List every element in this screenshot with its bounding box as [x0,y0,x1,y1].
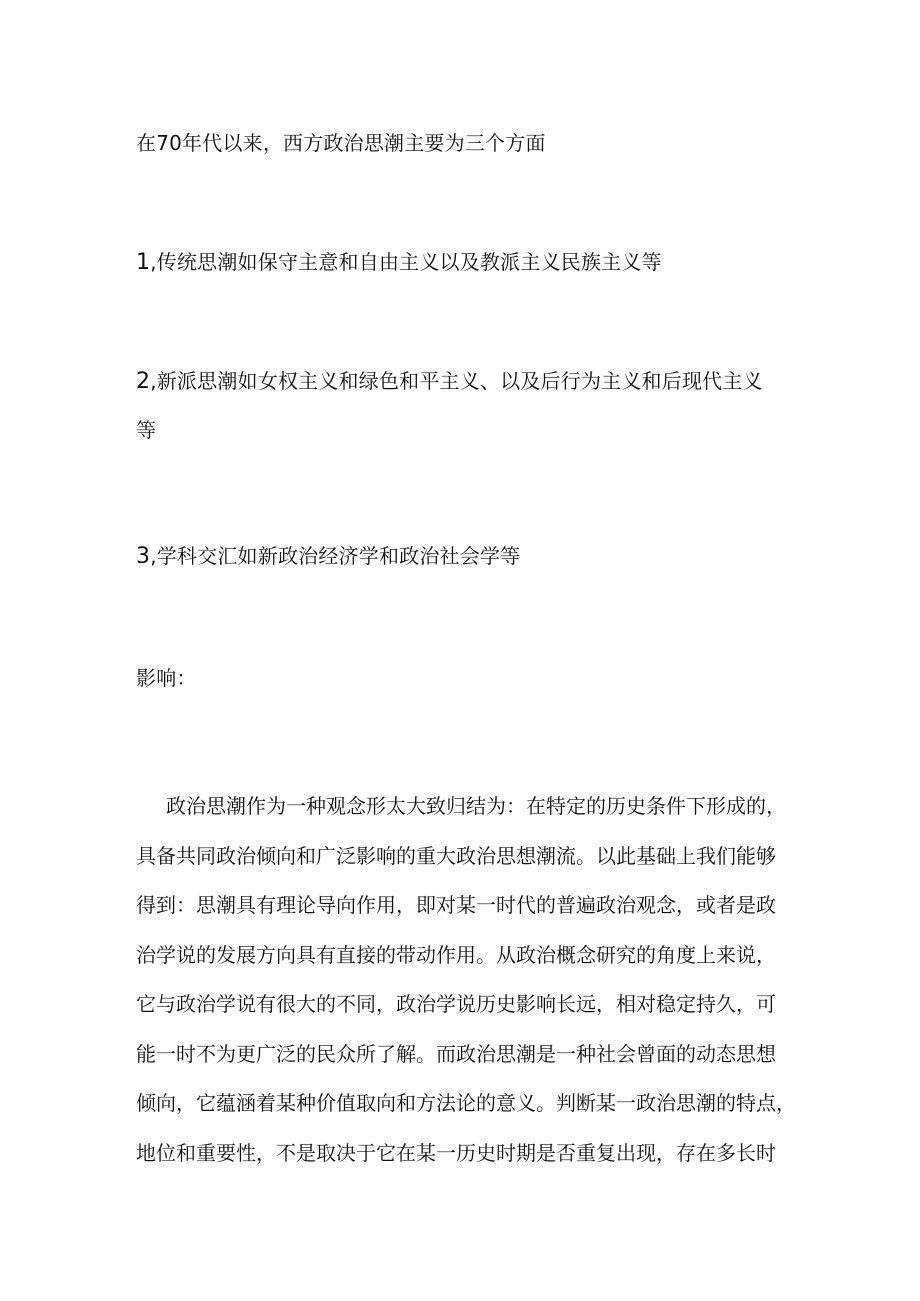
paragraph-line: 能一时不为更广泛的民众所了解。而政治思潮是一种社会曾面的动态思想 [136,1041,776,1066]
intro-line: 在70年代以来，西方政治思潮主要为三个方面 [136,131,546,155]
paragraph-line: 具备共同政治倾向和广泛影响的重大政治思想潮流。以此基础上我们能够 [136,843,776,868]
impact-heading: 影响： [136,666,197,690]
list-item-text: ,学科交汇如新政治经济学和政治社会学等 [150,544,521,568]
list-item-3 [136,542,520,571]
body-paragraph [136,782,816,1178]
paragraph-line: 它与政治学说有很大的不同，政治学说历史影响长远，相对稳定持久，可 [136,992,776,1016]
list-item-1 [136,248,662,277]
paragraph-line: 地位和重要性，不是取决于它在某一历史时期是否重复出现，存在多长时 [136,1140,776,1165]
list-item-text: ,传统思潮如保守主意和自由主义以及教派主义民族主义等 [150,250,662,274]
list-item-2 [136,367,763,396]
list-item-number: 2 [136,369,151,394]
list-item-text: ,新派思潮如女权主义和绿色和平主义、以及后行为主义和后现代主义 [150,369,763,393]
list-item-2-continuation: 等 [136,418,157,442]
list-item-number: 1 [136,250,151,275]
paragraph-line: 倾向，它蕴涵着某种价值取向和方法论的意义。判断某一政治思潮的特点， [136,1091,796,1115]
paragraph-line: 政治思潮作为一种观念形太大致归结为：在特定的历史条件下形成的， [166,794,786,818]
paragraph-line: 得到：思潮具有理论导向作用，即对某一时代的普遍政治观念，或者是政 [136,893,776,917]
paragraph-line: 治学说的发展方向具有直接的带动作用。从政治概念研究的角度上来说， [136,942,776,967]
list-item-number: 3 [136,544,151,569]
